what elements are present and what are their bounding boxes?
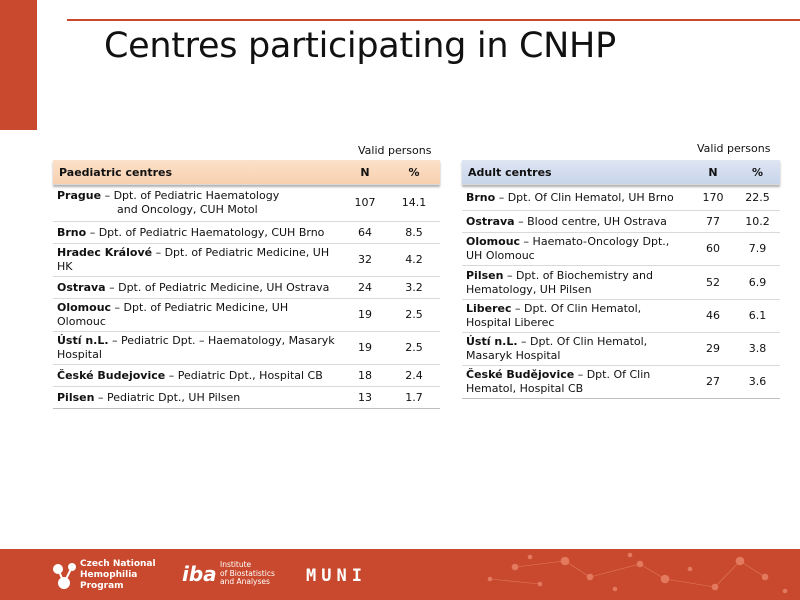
centre-city: České Budějovice — [466, 368, 575, 381]
adult-centre-cell — [462, 300, 691, 333]
paediatric-header-centre: Paediatric centres — [59, 165, 173, 179]
table-row — [53, 299, 440, 332]
centre-city: Ústí n.L. — [57, 334, 109, 347]
centre-department: – Dpt. Of Clin Hematol, Masaryk Hospital — [466, 335, 648, 362]
table-row — [462, 300, 780, 333]
iba-logo-text: Institute of Biostatistics and Analyses — [220, 560, 275, 586]
adult-pct-cell: 6.1 — [735, 300, 780, 333]
adult-pct-cell: 10.2 — [735, 211, 780, 233]
adult-pct-cell: 7.9 — [735, 233, 780, 266]
centre-city: Ústí n.L. — [466, 335, 518, 348]
adult-centre-cell — [462, 233, 691, 266]
centre-city: České Budejovice — [57, 368, 166, 382]
adult-pct-cell: 3.6 — [735, 366, 780, 399]
table-row — [462, 366, 780, 399]
paediatric-n-cell: 19 — [342, 332, 388, 365]
centre-city: Brno — [466, 190, 496, 204]
centre-city: Olomouc — [57, 301, 112, 314]
adult-valid-persons-label: Valid persons — [697, 142, 771, 155]
paediatric-n-cell: 24 — [342, 277, 388, 299]
adult-n-cell: 52 — [691, 266, 735, 300]
paediatric-centre-cell — [53, 222, 342, 244]
paediatric-pct-cell: 1.7 — [388, 387, 440, 409]
muni-logo: MUNI — [306, 566, 367, 586]
adult-pct-cell: 3.8 — [735, 333, 780, 366]
adult-centre-cell — [462, 333, 691, 366]
centre-city: Hradec Králové — [57, 246, 153, 259]
paediatric-pct-cell: 2.4 — [388, 365, 440, 387]
paediatric-n-cell: 64 — [342, 222, 388, 244]
adult-n-cell: 170 — [691, 185, 735, 211]
centre-department: – Dpt. of Biochemistry and Hematology, UH Pilsen — [466, 268, 653, 296]
table-row — [53, 387, 440, 409]
paediatric-n-cell: 107 — [342, 185, 388, 222]
paediatric-n-cell: 18 — [342, 365, 388, 387]
centre-department: – Blood centre, UH Ostrava — [514, 214, 667, 228]
title-rule — [67, 19, 800, 21]
centre-city: Pilsen — [466, 268, 504, 282]
table-row — [462, 266, 780, 300]
paediatric-n-cell: 13 — [342, 387, 388, 409]
centre-department: – Pediatric Dpt., Hospital CB — [165, 368, 323, 382]
centre-department: – Dpt. Of Clin Hematol, Hospital Liberec — [466, 302, 642, 329]
paediatric-header-pct: % — [408, 165, 420, 179]
adult-centre-cell — [462, 366, 691, 399]
centre-department: – Dpt. of Pediatric Haematology — [101, 189, 280, 202]
paediatric-centre-cell — [53, 299, 342, 332]
left-accent-bar — [0, 0, 37, 130]
table-row — [53, 222, 440, 244]
centre-department: – Dpt. of Pediatric Medicine, UH Olomouc — [57, 301, 289, 328]
paediatric-header-n: N — [360, 165, 370, 179]
paediatric-n-cell: 32 — [342, 244, 388, 277]
adult-centre-cell — [462, 266, 691, 300]
adult-n-cell: 77 — [691, 211, 735, 233]
centre-city: Pilsen — [57, 390, 95, 404]
paediatric-centre-cell — [53, 387, 342, 409]
table-header-row — [53, 160, 440, 185]
iba-logo-mark: iba — [182, 562, 217, 586]
centre-department-line2: and Oncology, CUH Motol — [117, 203, 258, 216]
cnhp-logo-text: Czech National Hemophilia Program — [80, 559, 156, 591]
centre-department: – Pediatric Dpt. – Haematology, Masaryk Hospital — [57, 334, 335, 361]
table-row — [53, 185, 440, 222]
paediatric-pct-cell: 2.5 — [388, 332, 440, 365]
paediatric-n-cell: 19 — [342, 299, 388, 332]
centre-city: Ostrava — [57, 280, 106, 294]
centre-city: Liberec — [466, 302, 512, 315]
centre-department: – Pediatric Dpt., UH Pilsen — [94, 390, 241, 404]
network-dots-decoration — [470, 549, 800, 600]
table-row — [462, 185, 780, 211]
adult-centres-table — [462, 160, 780, 399]
adult-n-cell: 29 — [691, 333, 735, 366]
centre-department: – Dpt. Of Clin Hematol, UH Brno — [495, 190, 674, 204]
table-row — [53, 365, 440, 387]
adult-header-n: N — [708, 165, 718, 179]
paediatric-pct-cell: 8.5 — [388, 222, 440, 244]
adult-n-cell: 60 — [691, 233, 735, 266]
paediatric-valid-persons-label: Valid persons — [358, 144, 432, 157]
adult-centre-cell — [462, 185, 691, 211]
centre-city: Olomouc — [466, 235, 521, 248]
table-row — [53, 277, 440, 299]
table-row — [462, 211, 780, 233]
centre-city: Brno — [57, 225, 87, 239]
adult-header-centre: Adult centres — [468, 165, 552, 179]
adult-n-cell: 46 — [691, 300, 735, 333]
paediatric-centres-table — [53, 160, 440, 409]
adult-header-pct: % — [751, 165, 764, 179]
table-row — [462, 233, 780, 266]
paediatric-pct-cell: 3.2 — [388, 277, 440, 299]
adult-pct-cell: 6.9 — [735, 266, 780, 300]
paediatric-pct-cell: 4.2 — [388, 244, 440, 277]
adult-pct-cell: 22.5 — [735, 185, 780, 211]
centre-department: – Dpt. Of Clin Hematol, Hospital CB — [466, 368, 651, 395]
footer-bar — [0, 549, 800, 600]
centre-city: Ostrava — [466, 214, 515, 228]
cnhp-logo-icon — [50, 559, 80, 593]
paediatric-centre-cell — [53, 365, 342, 387]
table-row — [53, 332, 440, 365]
page-title: Centres participating in CNHP — [104, 26, 616, 66]
table-row — [53, 244, 440, 277]
adult-centre-cell — [462, 211, 691, 233]
centre-department: – Dpt. of Pediatric Medicine, UH HK — [57, 246, 330, 273]
paediatric-centre-cell — [53, 244, 342, 277]
paediatric-centre-cell — [53, 185, 342, 222]
centre-department: – Dpt. of Pediatric Medicine, UH Ostrava — [105, 280, 330, 294]
paediatric-pct-cell: 2.5 — [388, 299, 440, 332]
paediatric-pct-cell: 14.1 — [388, 185, 440, 222]
table-header-row — [462, 160, 780, 185]
centre-department: – Haemato-Oncology Dpt., UH Olomouc — [466, 235, 670, 262]
paediatric-centre-cell — [53, 277, 342, 299]
paediatric-centre-cell — [53, 332, 342, 365]
centre-department: – Dpt. of Pediatric Haematology, CUH Brno — [86, 225, 325, 239]
table-row — [462, 333, 780, 366]
centre-city: Prague — [57, 189, 102, 202]
adult-n-cell: 27 — [691, 366, 735, 399]
